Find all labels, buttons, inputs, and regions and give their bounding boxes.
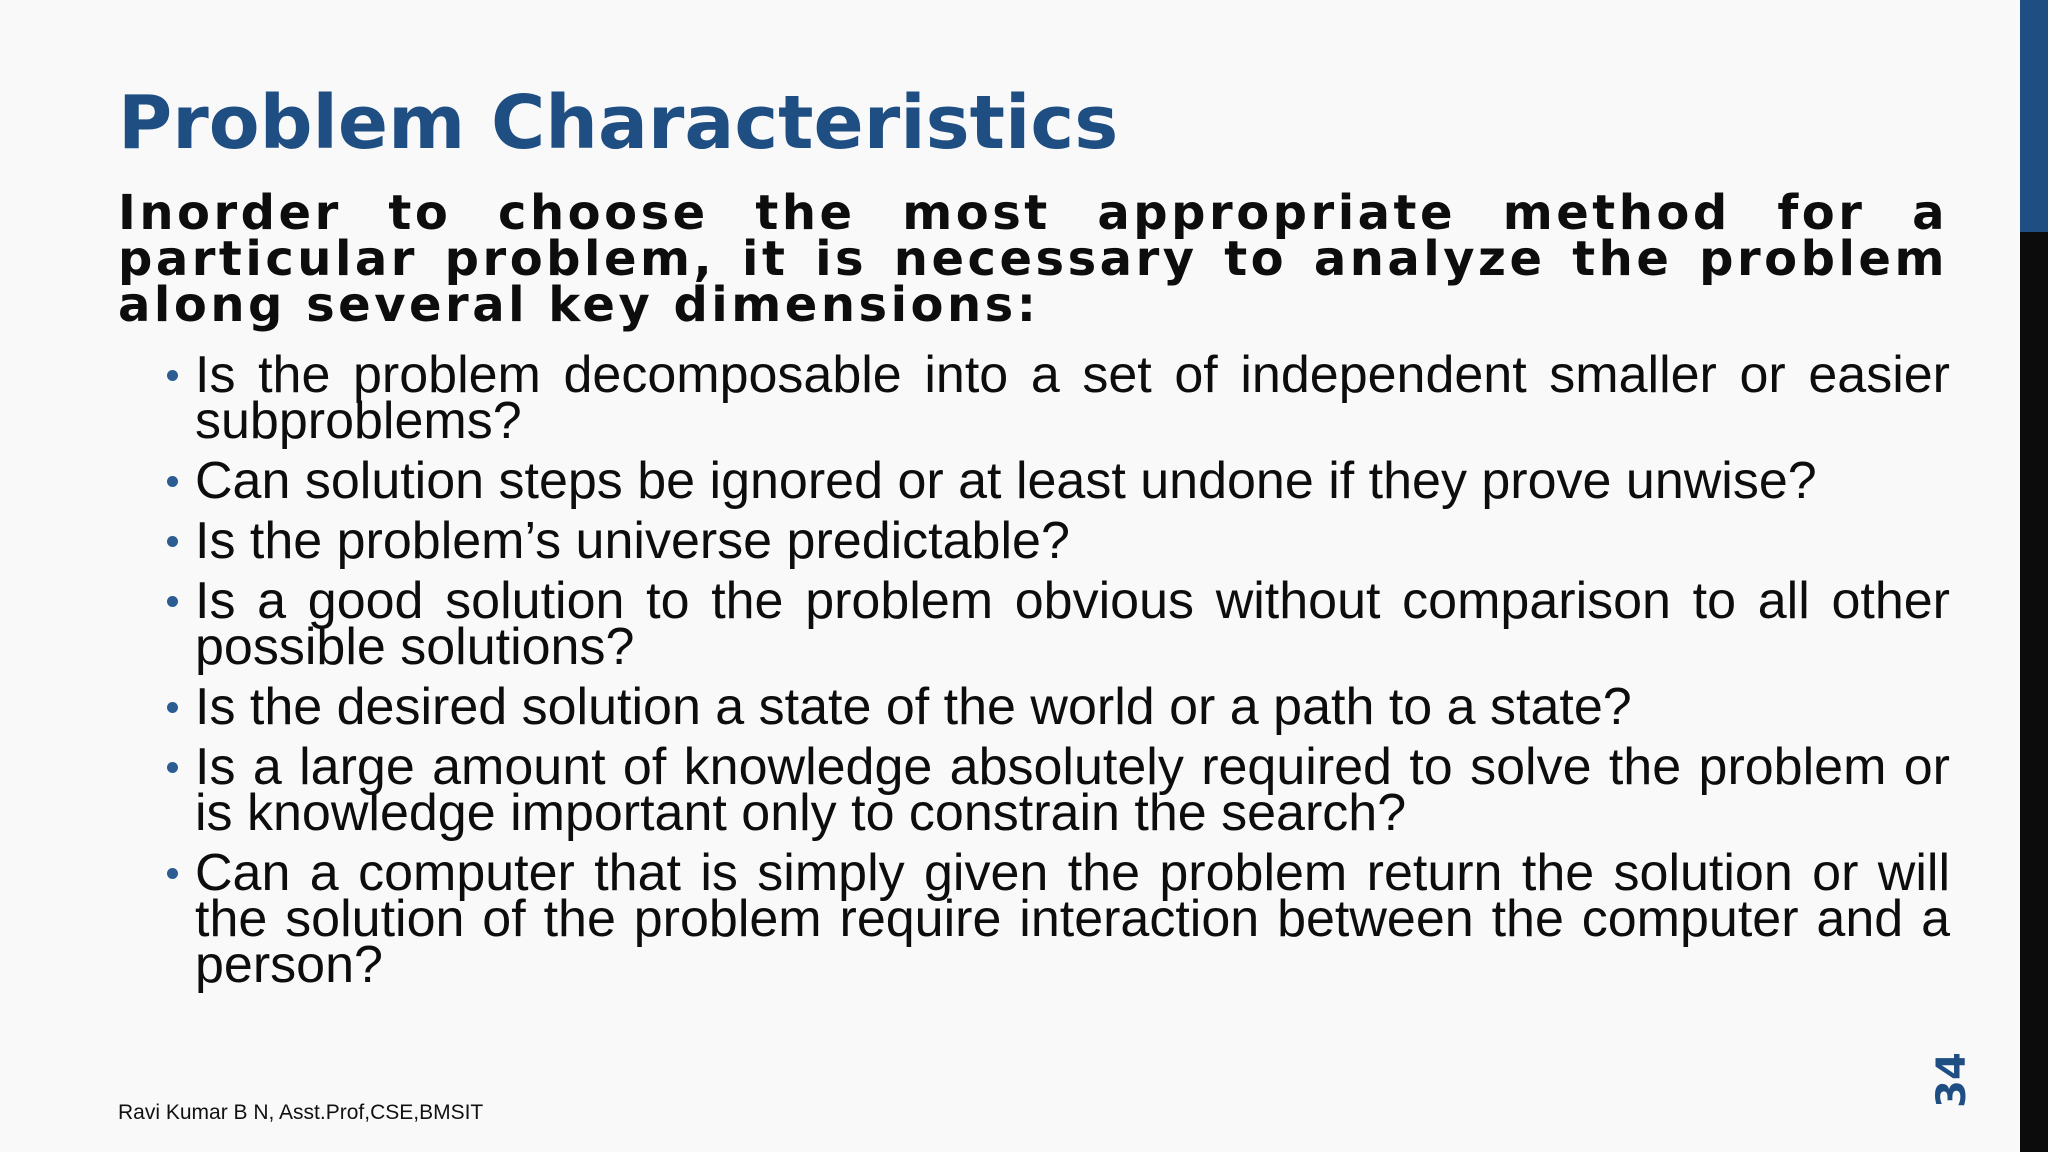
bullet-dot-icon xyxy=(167,596,178,607)
page-number: 34 xyxy=(1929,1052,1975,1108)
bullet-text: Is the problem’s universe predictable? xyxy=(195,512,1070,570)
bullet-dot-icon xyxy=(167,868,178,879)
bullet-text: Can a computer that is simply given the problem return the solution or will the solution of the problem require interaction between the computer and a person? xyxy=(195,844,1950,994)
bullet-text: Is the problem decomposable into a set of independent smaller or easier subproblems? xyxy=(195,346,1950,450)
footer-author: Ravi Kumar B N, Asst.Prof,CSE,BMSIT xyxy=(118,1101,484,1124)
bullet-text: Is the desired solution a state of the world or a path to a state? xyxy=(195,678,1632,736)
bullet-dot-icon xyxy=(167,370,178,381)
bullet-text: Is a good solution to the problem obvious without comparison to all other possible solutions? xyxy=(195,572,1950,676)
bullet-item xyxy=(160,512,1950,570)
accent-bar-dark xyxy=(2020,232,2048,1152)
slide-title: Problem Characteristics xyxy=(118,80,1119,166)
bullet-dot-icon xyxy=(167,476,178,487)
bullet-text: Can solution steps be ignored or at least undone if they prove unwise? xyxy=(195,452,1817,510)
bullet-item xyxy=(160,844,1950,994)
bullet-item xyxy=(160,452,1950,510)
bullet-item xyxy=(160,738,1950,842)
bullet-item xyxy=(160,346,1950,450)
bullet-text: Is a large amount of knowledge absolutely required to solve the problem or is knowledge important only to constrain the search? xyxy=(195,738,1950,842)
bullet-item xyxy=(160,678,1950,736)
bullet-dot-icon xyxy=(167,702,178,713)
bullet-dot-icon xyxy=(167,762,178,773)
bullet-dot-icon xyxy=(167,536,178,547)
accent-bar-blue xyxy=(2020,0,2048,232)
bullet-item xyxy=(160,572,1950,676)
intro-paragraph: Inorder to choose the most appropriate method for a particular problem, it is necessary to analyze the problem along several key dimensions: xyxy=(118,185,1948,333)
bullet-list xyxy=(160,346,1950,1002)
